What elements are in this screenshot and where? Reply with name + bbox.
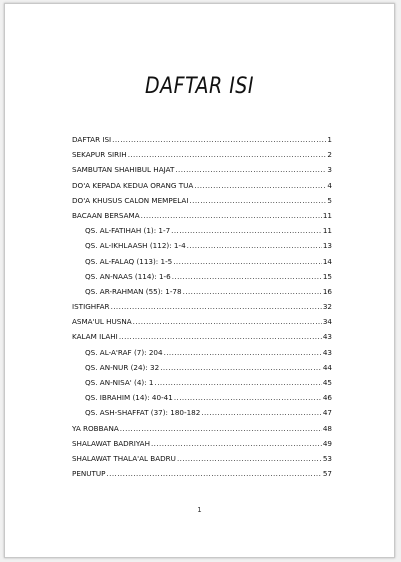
toc-entry[interactable] (72, 345, 332, 360)
toc-entry-label: ISTIGHFAR (72, 302, 110, 312)
toc-dot-leader (174, 390, 322, 405)
toc-entry-label: QS. AN-NAAS (114): 1-6 (85, 271, 171, 281)
toc-entry-page: 45 (322, 378, 332, 387)
toc-dot-leader (107, 466, 322, 481)
toc-entry-label: PENUTUP (72, 469, 106, 479)
toc-entry-label: BACAAN BERSAMA (72, 210, 140, 220)
toc-entry[interactable] (72, 329, 332, 344)
toc-entry-page: 34 (322, 317, 332, 327)
toc-entry-page: 49 (322, 438, 332, 448)
toc-entry-page: 57 (322, 469, 332, 479)
toc-entry[interactable] (72, 208, 332, 223)
toc-entry-page: 44 (322, 362, 332, 372)
toc-entry-page: 47 (322, 408, 332, 418)
toc-entry[interactable] (72, 375, 332, 390)
toc-entry-page: 4 (327, 180, 332, 190)
toc-entry-label: DO'A KEPADA KEDUA ORANG TUA (72, 180, 194, 190)
toc-entry-label: QS. AN-NUR (24): 32 (85, 362, 160, 372)
toc-entry-page: 48 (322, 423, 332, 433)
page-number: 1 (197, 506, 202, 514)
toc-entry-label: DAFTAR ISI (72, 135, 112, 144)
toc-entry-label: YA ROBBANA (72, 423, 119, 433)
toc-entry-page: 13 (322, 241, 332, 251)
toc-entry-page: 2 (327, 150, 332, 160)
toc-dot-leader (177, 451, 322, 466)
toc-entry-page: 16 (322, 286, 332, 296)
toc-entry[interactable] (72, 299, 332, 314)
toc-entry-page: 11 (322, 226, 332, 236)
page-title: DAFTAR ISI (145, 73, 254, 99)
toc-dot-leader (133, 314, 322, 329)
toc-dot-leader (120, 421, 322, 436)
toc-entry-page: 53 (322, 453, 332, 463)
toc-dot-leader (111, 299, 322, 314)
toc-entry-page: 43 (322, 347, 332, 357)
toc-entry[interactable] (72, 254, 332, 269)
toc-entry-label: QS. AL-IKHLAASH (112): 1-4 (85, 241, 186, 251)
toc-entry-label: QS. IBRAHIM (14): 40-41 (85, 393, 173, 403)
toc-dot-leader (141, 208, 322, 223)
toc-dot-leader (187, 238, 322, 253)
toc-entry-page: 15 (322, 271, 332, 281)
toc-dot-leader (160, 360, 322, 375)
toc-entry-label: DO'A KHUSUS CALON MEMPELAI (72, 195, 189, 205)
toc-entry[interactable] (72, 223, 332, 238)
toc-entry-label: QS. ASH-SHAFFAT (37): 180-182 (85, 408, 201, 418)
toc-entry-label: SAMBUTAN SHAHIBUL HAJAT (72, 165, 175, 175)
toc-entry-label: QS. AL-A'RAF (7): 204 (85, 347, 163, 357)
toc-entry[interactable] (72, 390, 332, 405)
toc-entry-page: 3 (327, 165, 332, 175)
toc-entry-page: 11 (322, 210, 332, 220)
toc-entry-label: SHALAWAT BADRIYAH (72, 438, 150, 448)
toc-dot-leader (201, 405, 322, 420)
toc-entry[interactable] (72, 466, 332, 481)
toc-entry[interactable] (72, 405, 332, 420)
toc-entry[interactable] (72, 147, 332, 162)
toc-entry-label: SHALAWAT THALA'AL BADRU (72, 453, 176, 463)
toc-entry[interactable] (72, 162, 332, 177)
toc-entry[interactable] (72, 178, 332, 193)
toc-entry-label: QS. AL-FATIHAH (1): 1-7 (85, 226, 171, 236)
toc-entry[interactable] (72, 451, 332, 466)
toc-entry[interactable] (72, 132, 332, 147)
toc-entry-label: QS. AL-FALAQ (113): 1-5 (85, 256, 173, 266)
toc-dot-leader (155, 375, 322, 390)
toc-entry-page: 5 (327, 195, 332, 205)
toc-entry[interactable] (72, 421, 332, 436)
toc-entry-label: QS. AR-RAHMAN (55): 1-78 (85, 286, 182, 296)
toc-entry[interactable] (72, 314, 332, 329)
toc-dot-leader (173, 254, 322, 269)
toc-dot-leader (164, 345, 322, 360)
toc-dot-leader (194, 178, 326, 193)
toc-entry[interactable] (72, 193, 332, 208)
toc-entry[interactable] (72, 436, 332, 451)
toc-dot-leader (183, 284, 322, 299)
toc-entry[interactable] (72, 269, 332, 284)
toc-dot-leader (189, 193, 326, 208)
toc-dot-leader (175, 162, 326, 177)
toc-entry-page: 46 (322, 393, 332, 403)
toc-entry-label: ASMA'UL HUSNA (72, 317, 132, 327)
toc-dot-leader (119, 329, 322, 344)
toc-entry-page: 43 (322, 332, 332, 342)
toc-dot-leader (151, 436, 322, 451)
toc-entry-page: 1 (327, 135, 332, 144)
table-of-contents (72, 132, 332, 481)
toc-entry-label: SEKAPUR SIRIH (72, 150, 127, 160)
document-page (4, 3, 395, 558)
toc-entry-page: 14 (322, 256, 332, 266)
toc-entry[interactable] (72, 360, 332, 375)
toc-dot-leader (172, 269, 322, 284)
toc-entry-label: KALAM ILAHI (72, 332, 118, 342)
toc-dot-leader (171, 223, 322, 238)
toc-entry[interactable] (72, 284, 332, 299)
toc-dot-leader (128, 147, 327, 162)
toc-entry-label: QS. AN-NISA' (4): 1 (85, 378, 154, 387)
toc-entry-page: 32 (322, 302, 332, 312)
toc-entry[interactable] (72, 238, 332, 253)
toc-dot-leader (112, 132, 326, 147)
